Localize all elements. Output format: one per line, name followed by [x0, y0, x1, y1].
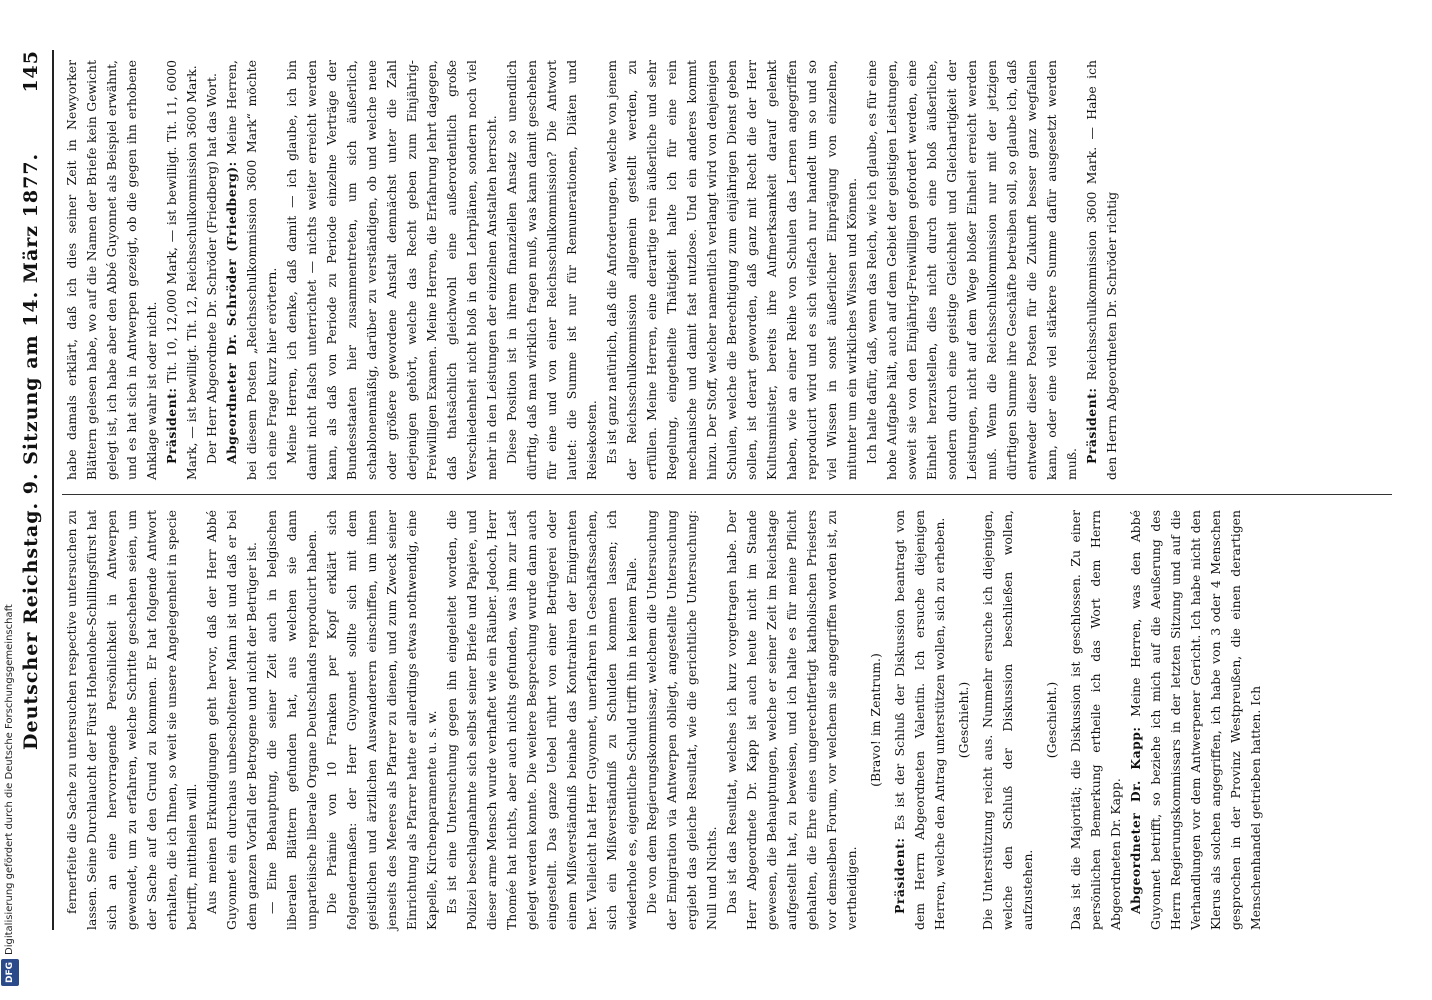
paragraph: Die von dem Regierungskommissar, welchem die Untersuchung der Emigration via Antwerpen obliegt, angestellte Untersuchung ergiebt das gleiche Resultat, wie die gerichtliche Untersuchung: Null und Nichts.	[644, 510, 719, 930]
paragraph: Es ist ganz natürlich, daß die Anforderungen, welche von jenem der Reichsschulkommission allgemein gestellt werden, zu erfüllen. Meine Herren, eine derartige rein äußerliche und sehr Regelung, eingetheilte Thätigkeit halte ich für eine rein mechanische und damit fast nutzlose. Und ein anderes kommt hinzu. Der Stoff, welcher namentlich verlangt wird von denjenigen Schulen, welche die Berechtigung zum einjährigen Dienst geben sollen, ist derart geworden, daß ganz mit Recht die der Herr Kultusminister, bereits ihre Aufmerksamkeit darauf gelenkt haben, wie an einer Reihe von Schulen das Lernen angegriffen reproducirt wird und es sich vielfach nur handelt um so und so viel Wissen in sonst äußerlicher Einprägung von einzelnen, mitunter um ein wirkliches Wissen und Können.	[604, 60, 859, 480]
speaker-name: Präsident:	[1084, 387, 1099, 464]
left-column	[62, 510, 1266, 930]
paragraph: Die Unterstützung reicht aus. Nunmehr ersuche ich diejenigen, welche den Schluß der Diskussion beschließen wollen, aufzustehen.	[980, 510, 1035, 930]
paragraph: Diese Position ist in ihrem finanziellen Ansatz so unendlich dürftig, daß man wirklich fragen muß, was kann damit geschehen für eine und von einer Reichsschulkommission? Die Antwort lautet: die Summe ist nur für Remunerationen, Diäten und Reisekosten.	[504, 60, 599, 480]
paragraph: Das ist die Majorität; die Diskussion ist geschlossen. Zu einer persönlichen Bemerkung ertheile ich das Wort dem Herrn Abgeordneten Dr. Kapp.	[1068, 510, 1123, 930]
paragraph: Das ist das Resultat, welches ich kurz vorgetragen habe. Der Herr Abgeordnete Dr. Kapp ist auch heute nicht im Stande gewesen, die Behauptungen, welche er seiner Zeit im Reichstage aufgestellt hat, zu beweisen, und ich halte es für meine Pflicht gehalten, die Ehre eines ungerechtfertigt katholischen Priesters vor demselben Forum, vor welchem sie angegriffen worden ist, zu vertheidigen.	[724, 510, 859, 930]
paragraph: (Geschieht.)	[956, 681, 971, 759]
speaker-name: Abgeordneter Dr. Schröder (Friedberg):	[224, 161, 239, 464]
paragraph: Ich halte dafür, daß, wenn das Reich, wie ich glaube, es für eine hohe Aufgabe hält, auch auf dem Gebiet der geistigen Leistungen, soweit sie von den Einjährig-Freiwilligen gefordert werden, eine Einheit herzustellen, dies nicht durch eine bloß äußerliche, sondern durch eine geistige Gleichheit und Gleichartigkeit der Leistungen, nicht auf dem Wege bloßer Einheit erreicht werden muß. Wenn die Reichsschulkommission nur mit der jetzigen dürftigen Summe ihre Geschäfte betreiben soll, so glaube ich, daß entweder dieser Posten für die Zukunft besser ganz wegfallen kann, oder eine viel stärkere Summe dafür ausgesetzt werden muß.	[864, 60, 1079, 480]
paragraph: Die Prämie von 10 Franken per Kopf erklärt sich folgendermaßen: der Herr Guyonnet sollte sich mit dem geistlichen und ärztlichen Auswanderern einschiffen, um ihnen jenseits des Meeres als Pfarrer zu dienen, und zum Zweck seiner Einrichtung als Pfarrer hatte er allerdings etwas nothwendig, eine Kapelle, Kirchenparamente u. s. w.	[324, 510, 439, 930]
paragraph: Aus meinen Erkundigungen geht hervor, daß der Herr Abbé Guyonnet ein durchaus unbescholtener Mann ist und daß er bei dem ganzen Vorfall der Betrogene und nicht der Betrüger ist.	[204, 510, 259, 930]
paragraph: Präsident: Reichsschulkommission 3600 Mark. — Habe ich den Herrn Abgeordneten Dr. Schröder richtig	[1084, 60, 1119, 480]
paragraph: Präsident: Es ist der Schluß der Diskussion beantragt von dem Herrn Abgeordneten Valentin. Ich ersuche diejenigen Herren, welche den Antrag unterstützen wollen, sich zu erheben.	[892, 510, 947, 930]
paragraph: Es ist eine Untersuchung gegen ihn eingeleitet worden, die Polizei beschlagnahmte sich selbst seiner Briefe und Papiere, und dieser arme Mensch wurde verhaftet wie ein Räuber. Jedoch, Herr Thomée hat nichts, aber auch nichts gefunden, was ihm zur Last gelegt werden konnte. Die weitere Besprechung wurde dann auch eingestellt. Das ganze Uebel rührt von einer Betrügerei oder einem Mißverständniß beinahe das Kontrahiren der Emigranten her. Vielleicht hat Herr Guyonnet, unerfahren in Geschäftssachen, sich ein Mißverständniß zu Schulden kommen lassen; ich wiederhole es, eigentliche Schuld trifft ihn in keinem Falle.	[444, 510, 639, 930]
paragraph: (Bravo! im Zentrum.)	[868, 653, 883, 787]
digitization-text: Digitalisierung gefördert durch die Deutsche Forschungsgemeinschaft	[4, 604, 15, 955]
page-number: 145	[20, 50, 42, 93]
dfg-logo: DFG	[1, 959, 19, 986]
speaker-name: Präsident:	[164, 387, 179, 464]
paragraph: — Eine Behauptung, die seiner Zeit auch in belgischen liberalen Blättern gefunden hat, aus welchen sie dann unparteiische liberale Organe Deutschlands reproducirt haben.	[264, 510, 319, 930]
paragraph: (Geschieht.)	[1044, 681, 1059, 759]
page-title: Deutscher Reichstag. 9. Sitzung am 14. März 1877.	[20, 152, 42, 750]
header-rule	[52, 50, 54, 930]
speaker-name: Präsident:	[892, 837, 907, 914]
paragraph: fernerfeite die Sache zu untersuchen respective untersuchen zu lassen. Seine Durchlaucht der Fürst Hohenlohe-Schillingsfürst hat sich an eine hervorragende Persönlichkeit in Antwerpen gewendet, um zu erfahren, welche Schritte geschehen seien, um der Sache auf den Grund zu kommen. Er hat folgende Antwort erhalten, die ich Ihnen, so weit sie unsere Angelegenheit in specie betrifft, mittheilen will.	[64, 510, 199, 930]
paragraph: Meine Herren, ich denke, daß damit — ich glaube, ich bin damit nicht falsch unterrichtet — nichts weiter erreicht werden kann, als daß von Periode zu Periode einzelne Verträge der Bundesstaaten hier zusammentreten, um sich äußerlich, schablonenmäßig, darüber zu verständigen, ob und welche neue oder größere gewordene Anstalt demnächst unter die Zahl derjenigen gehört, welche das Recht geben zum Einjährig-Freiwilligen Examen. Meine Herren, die Erfahrung lehrt dagegen, daß thatsächlich gleichwohl eine außerordentlich große Verschiedenheit nicht bloß in den Lehrplänen, sondern noch viel mehr in den Leistungen der einzelnen Anstalten herrscht.	[284, 60, 499, 480]
page-header	[14, 50, 54, 930]
right-column	[62, 60, 1122, 480]
paragraph: Abgeordneter Dr. Kapp: Meine Herren, was den Abbé Guyonnet betrifft, so beziehe ich mich auf die Aeußerung des Herrn Regierungskommissars in der letzten Sitzung und auf die Verhandlungen vor dem Antwerpener Gericht. Ich habe nicht den Klerus als solchen angegriffen, ich habe von 3 oder 4 Menschen gesprochen in der Provinz Westpreußen, die einen derartigen Menschenhandel getrieben hatten. Ich	[1128, 510, 1263, 930]
column-divider	[62, 494, 1392, 495]
paragraph: habe damals erklärt, daß ich dies seiner Zeit in Newyorker Blättern gelesen habe, wo auf die Namen der Briefe kein Gewicht gelegt ist, ich habe aber den Abbé Guyonnet als Beispiel erwähnt, und es hat sich in Antwerpen gezeigt, ob die gegen ihn erhobene Anklage wahr ist oder nicht.	[64, 60, 159, 480]
digitization-note	[1, 0, 19, 1000]
speaker-name: Abgeordneter Dr. Kapp:	[1128, 726, 1143, 914]
paragraph: Abgeordneter Dr. Schröder (Friedberg): Meine Herren, bei diesem Posten „Reichsschulkommission 3600 Mark“ möchte ich eine Frage kurz hier erörtern.	[224, 60, 279, 480]
paragraph: Präsident: Tit. 10, 12,000 Mark, — ist bewilligt. Tit. 11, 6000 Mark, — ist bewilligt. Tit. 12, Reichsschulkommission 3600 Mark.	[164, 60, 199, 480]
paragraph: Der Herr Abgeordnete Dr. Schröder (Friedberg) hat das Wort.	[204, 73, 219, 464]
